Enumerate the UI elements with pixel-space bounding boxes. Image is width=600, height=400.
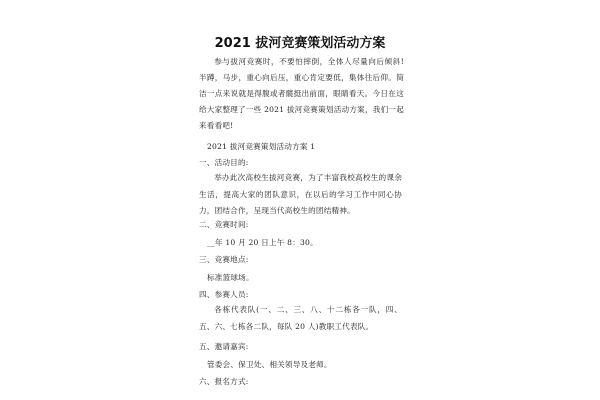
section-3-body: 标准篮球场。: [207, 273, 254, 282]
section-6-heading: 六、报名方式:: [199, 377, 249, 386]
plan-heading: 2021 拔河竞赛策划活动方案 1: [207, 142, 316, 151]
document-title: 2021 拔河竞赛策划活动方案: [214, 36, 386, 51]
section-4-heading: 四、参赛人员:: [199, 290, 249, 299]
intro-paragraph: 参与拔河竞赛时，不要怕摔倒，全体人尽量向后倾斜!半蹲，马步，重心向后压，重心肯定要低，集体往后仰。简洁一点来说就是得腹或者髋挺出前面，眼睛看天。今日在这给大家整理了一些 2021 拔河竞赛策划活动方案，我们一起来看看吧!: [199, 57, 404, 130]
section-2-heading: 二、竞赛时间:: [199, 220, 249, 229]
section-1-heading: 一、活动目的:: [199, 158, 249, 167]
section-1-body: 举办此次高校生拔河竞赛，为了丰富我校高校生的课余生活，提高大家的团队意识，在以后的学习工作中同心协力，团结合作，呈现当代高校生的团结精神。: [199, 173, 402, 215]
section-5-heading: 五、邀请嘉宾:: [199, 342, 249, 351]
section-4-body: 各栋代表队(一、二、三、八、十二栋各一队，四、五、六、七栋各二队，每队 20 人)教职工代表队。: [199, 305, 402, 331]
section-2-body: __年 10 月 20 日上午 8：30。: [207, 238, 318, 247]
section-5-body: 管委会、保卫处、相关领导及老师。: [207, 360, 332, 369]
section-3-heading: 三、竞赛地点:: [199, 255, 249, 264]
